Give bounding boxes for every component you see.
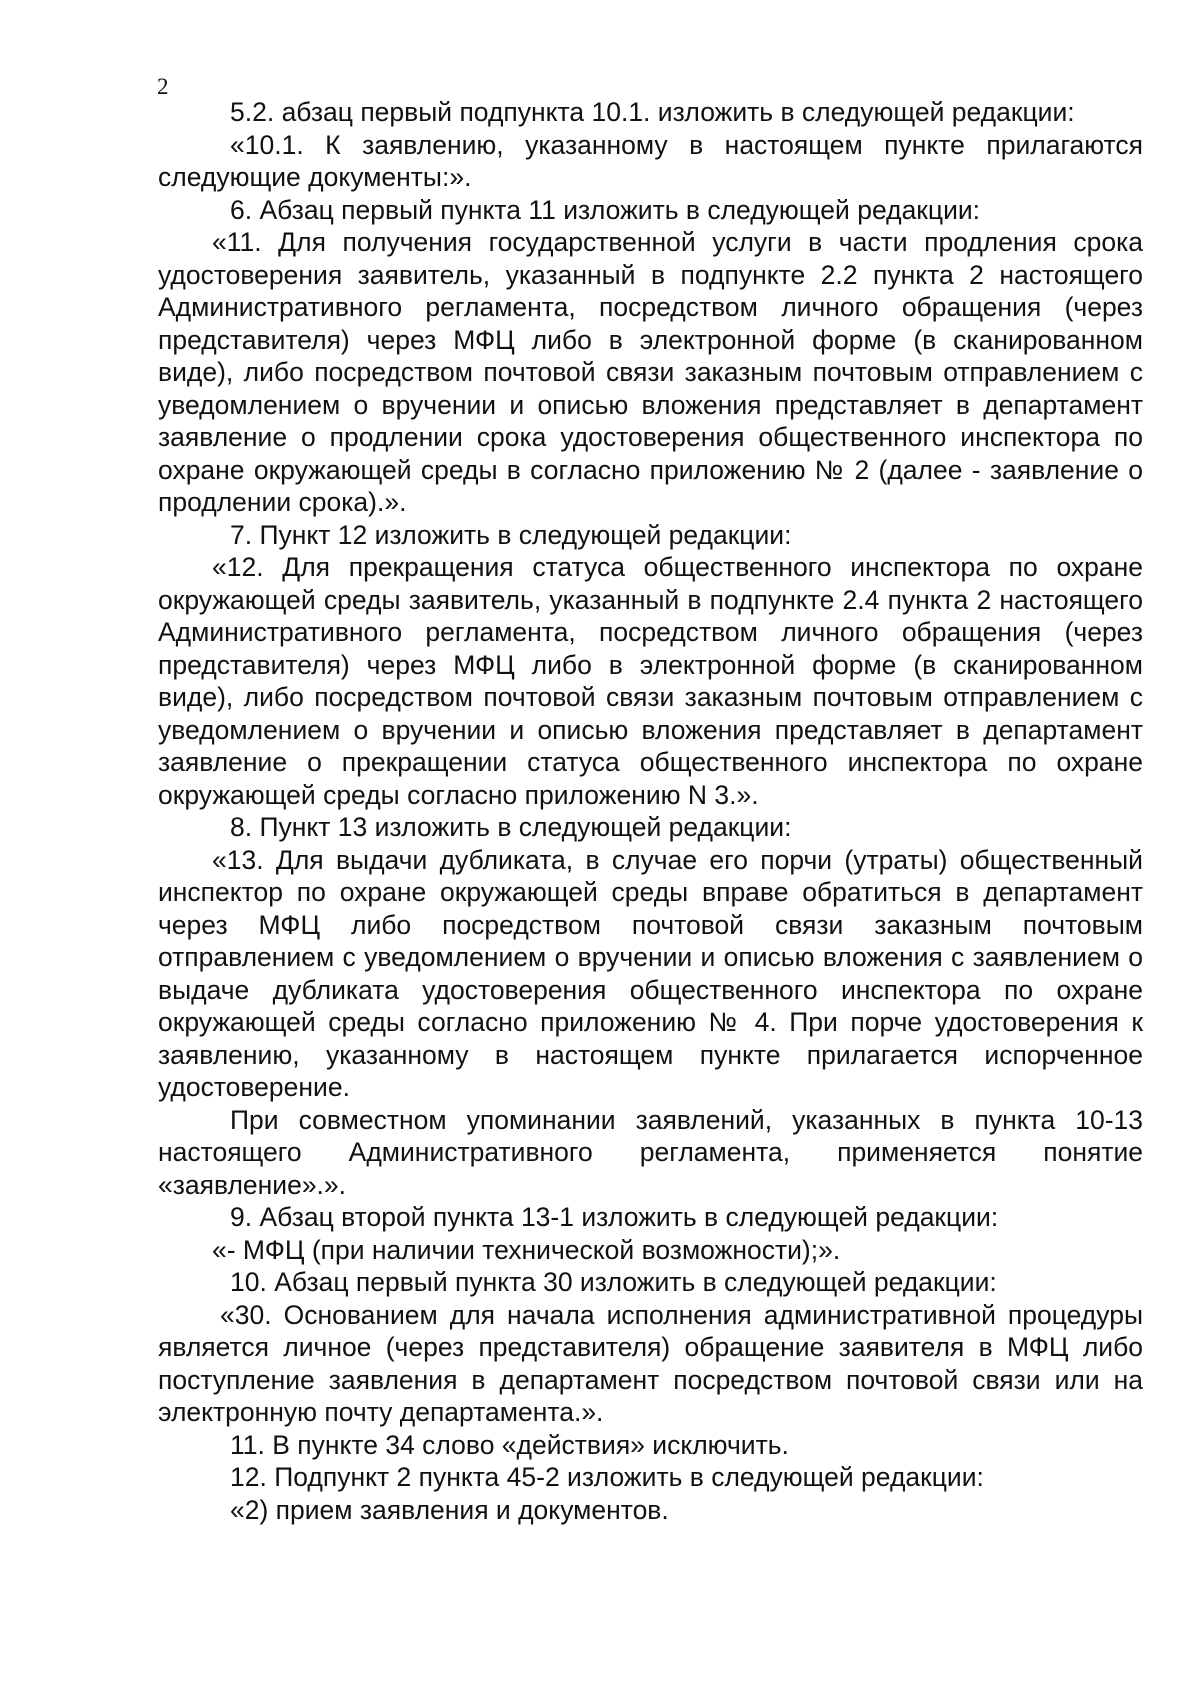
paragraph-5-2: 5.2. абзац первый подпункта 10.1. изложить в следующей редакции: bbox=[230, 97, 1075, 127]
paragraph-13-quote: «13. Для выдачи дубликата, в случае его порчи (утраты) общественный инспектор по охране окружающей среды вправе обратиться в департамент через МФЦ либо посредством почтовой связи заказным почтовым отправлением с уведомлением о вручении и описью вложения с заявлением о выдаче дубликата удостоверения общественного инспектора по охране окружающей среды согласно приложению № 4. При порче удостоверения к заявлению, указанному в настоящем пункте прилагается испорченное удостоверение. bbox=[158, 844, 1143, 1102]
page-number: 2 bbox=[157, 74, 169, 99]
paragraph-11: 11. В пункте 34 слово «действия» исключить. bbox=[230, 1429, 789, 1460]
paragraph-12-quote: «12. Для прекращения статуса общественного инспектора по охране окружающей среды заявитель, указанный в подпункте 2.4 пункта 2 настоящего Административного регламента, посредством личного обращения (через представителя) через МФЦ либо в электронной форме (в сканированном виде), либо посредством почтовой связи заказным почтовым отправлением с уведомлением о вручении и описью вложения представляет в департамент заявление о прекращении статуса общественного инспектора по охране окружающей среды согласно приложению N 3.». bbox=[158, 552, 1143, 810]
paragraph-30-quote: «30. Основанием для начала исполнения административной процедуры является личное (через представителя) обращение заявителя в МФЦ либо поступление заявления в департамент посредством почтовой связи или на электронную почту департамента.». bbox=[158, 1299, 1143, 1427]
paragraph-12: 12. Подпункт 2 пункта 45-2 изложить в следующей редакции: bbox=[230, 1462, 984, 1492]
paragraph-11-quote: «11. Для получения государственной услуги в части продления срока удостоверения заявитель, указанный в подпункте 2.2 пункта 2 настоящего Административного регламента, посредством личного обращения (через представителя) через МФЦ либо в электронной форме (в сканированном виде), либо посредством почтовой связи заказным почтовым отправлением с уведомлением о вручении и описью вложения представляет в департамент заявление о продлении срока удостоверения общественного инспектора по охране окружающей среды в согласно приложению № 2 (далее - заявление о продлении срока).». bbox=[158, 227, 1143, 517]
document-body bbox=[158, 96, 1143, 1526]
paragraph-10-1-quote: «10.1. К заявлению, указанному в настоящем пункте прилагаются следующие документы:». bbox=[158, 129, 1143, 192]
paragraph-7: 7. Пункт 12 изложить в следующей редакции: bbox=[230, 519, 792, 550]
paragraph-6: 6. Абзац первый пункта 11 изложить в следующей редакции: bbox=[230, 194, 981, 225]
paragraph-2-quote: «2) прием заявления и документов. bbox=[230, 1494, 669, 1525]
paragraph-8: 8. Пункт 13 изложить в следующей редакции: bbox=[230, 812, 792, 842]
paragraph-10: 10. Абзац первый пункта 30 изложить в следующей редакции: bbox=[230, 1267, 997, 1297]
paragraph-mfc-quote: «- МФЦ (при наличии технической возможности);». bbox=[212, 1234, 841, 1265]
paragraph-joint-mention: При совместном упоминании заявлений, указанных в пункта 10-13 настоящего Административного регламента, применяется понятие «заявление».». bbox=[158, 1104, 1143, 1200]
paragraph-9: 9. Абзац второй пункта 13-1 изложить в следующей редакции: bbox=[230, 1202, 999, 1232]
